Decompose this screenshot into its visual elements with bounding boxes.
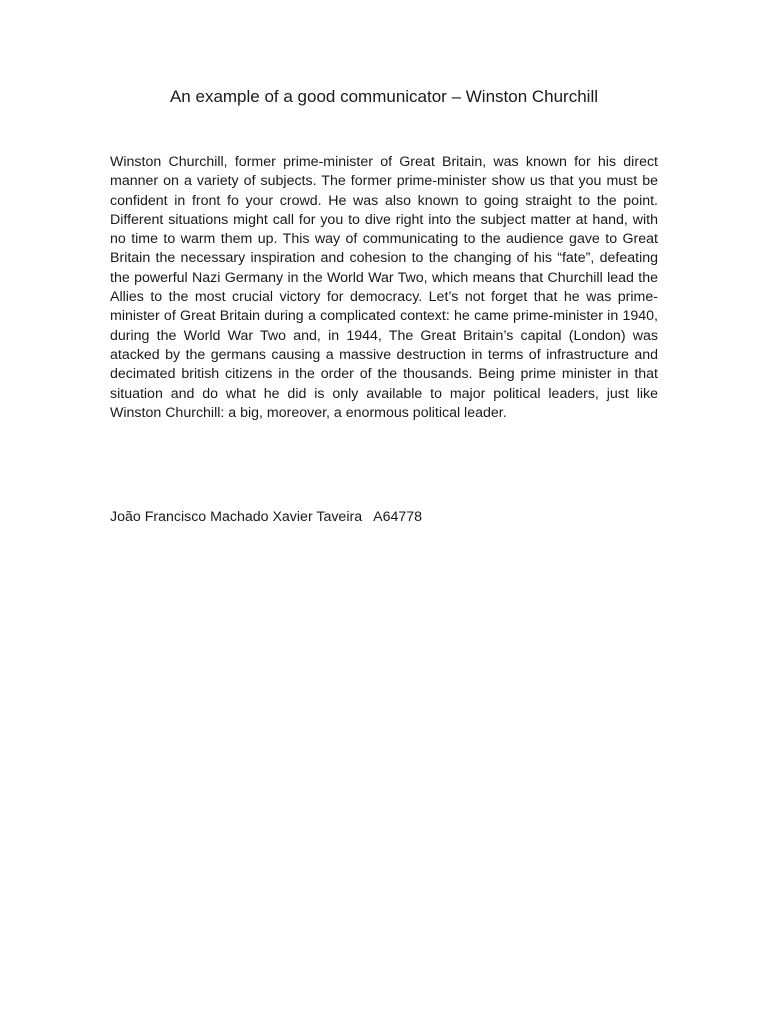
author-signature-line: João Francisco Machado Xavier Taveira A64778 [110,509,423,525]
document-body-paragraph: Winston Churchill, former prime-minister of Great Britain, was known for his direct manner on a variety of subjects. The former prime-minister show us that you must be confident in front fo your crowd. He was also known to going straight to the point. Different situations might call for you to dive right into the subject matter at hand, with no time to warm them up. This way of communicating to the audience gave to Great Britain the necessary inspiration and cohesion to the changing of his “fate”, defeating the powerful Nazi Germany in the World War Two, which means that Churchill lead the Allies to the most crucial victory for democracy. Let’s not forget that he was prime-minister of Great Britain during a complicated context: he came prime-minister in 1940, during the World War Two and, in 1944, The Great Britain’s capital (London) was atacked by the germans causing a massive destruction in terms of infrastructure and decimated british citizens in the order of the thousands. Being prime minister in that situation and do what he did is only available to major political leaders, just like Winston Churchill: a big, moreover, a enormous political leader. [110,154,658,421]
document-title: An example of a good communicator – Winston Churchill [169,87,599,106]
